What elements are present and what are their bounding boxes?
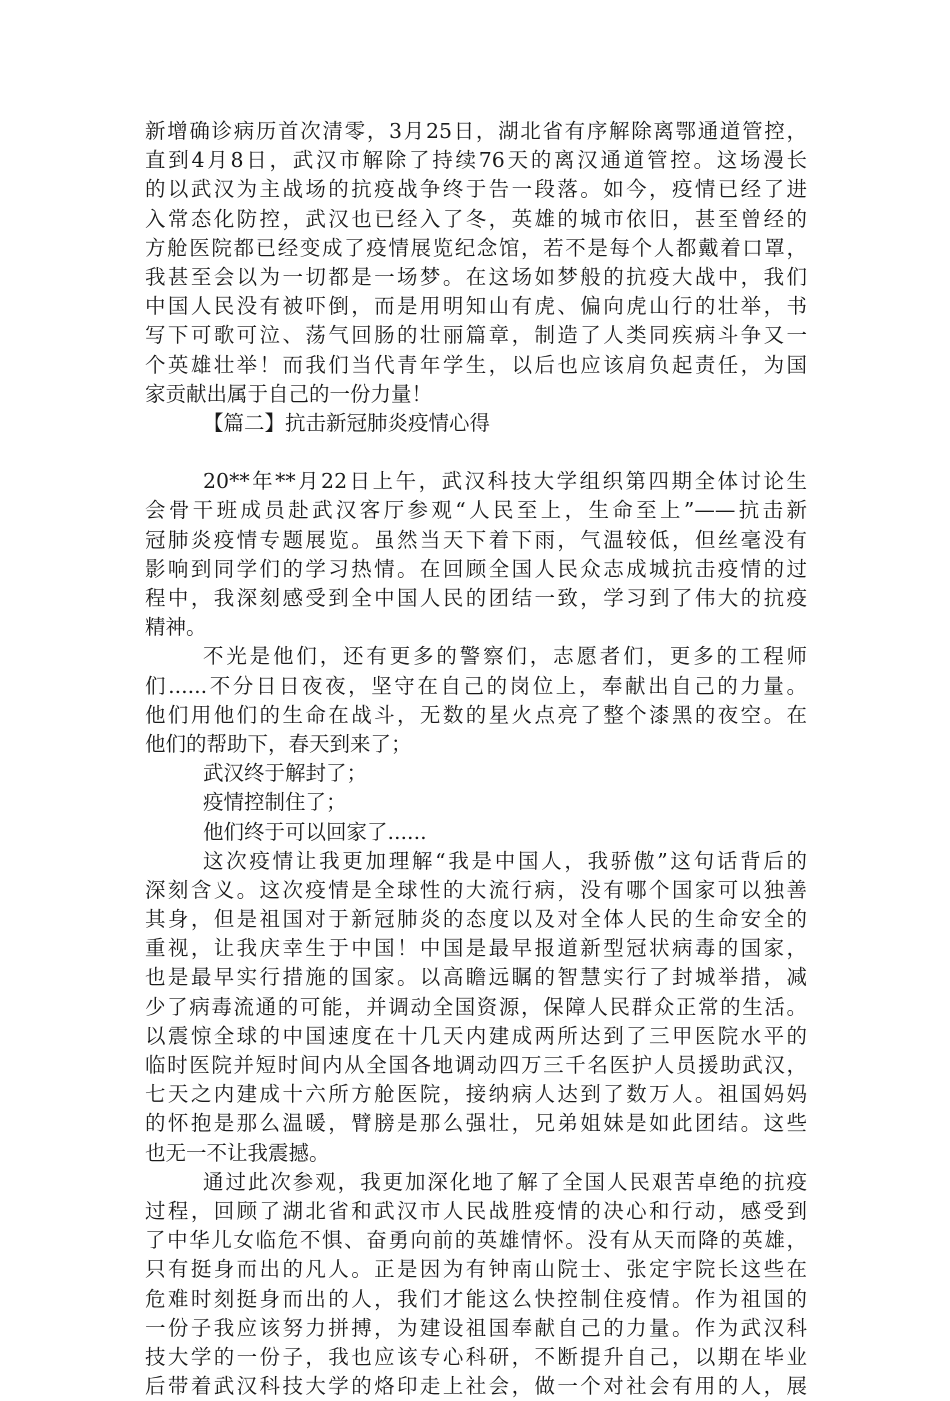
text-line: 20**年**月22日上午，武汉科技大学组织第四期全体讨论生 <box>203 469 807 494</box>
text-line: 家贡献出属于自己的一份力量！ <box>145 381 432 406</box>
text-line: 其身，但是祖国对于新冠肺炎的态度以及对全体人民的生命安全的 <box>145 907 807 932</box>
paragraph-1 <box>145 467 807 642</box>
text-line: 疫情控制住了； <box>203 790 347 815</box>
text-line: 只有挺身而出的凡人。正是因为有钟南山院士、张定宇院长这些在 <box>145 1257 807 1282</box>
text-line: 的以武汉为主战场的抗疫战争终于告一段落。如今，疫情已经了进 <box>145 177 807 202</box>
text-line: 他们终于可以回家了...... <box>203 819 427 844</box>
text-line: 技大学的一份子，我也应该专心科研，不断提升自己，以期在毕业 <box>145 1344 807 1369</box>
text-line: 也无一不让我震撼。 <box>145 1140 330 1165</box>
text-line: 他们用他们的生命在战斗，无数的星火点亮了整个漆黑的夜空。在 <box>145 702 807 727</box>
text-line: 我甚至会以为一切都是一场梦。在这场如梦般的抗疫大战中，我们 <box>145 264 807 289</box>
paragraph-4 <box>145 1168 807 1401</box>
text-line: 他们的帮助下，春天到来了； <box>145 731 412 756</box>
text-line: 临时医院并短时间内从全国各地调动四万三千名医护人员援助武汉， <box>145 1053 807 1077</box>
intro-paragraph <box>145 117 807 409</box>
text-line: 这次疫情让我更加理解“我是中国人，我骄傲”这句话背后的 <box>203 848 807 873</box>
paragraph-3 <box>145 847 807 1168</box>
paragraph-2 <box>145 642 807 759</box>
text-line: 危难时刻挺身而出的人，我们才能这么快控制住疫情。作为祖国的 <box>145 1286 807 1311</box>
text-line: 后带着武汉科技大学的烙印走上社会，做一个对社会有用的人，展 <box>145 1374 807 1399</box>
text-line: 影响到同学们的学习热情。在回顾全国人民众志成城抗击疫情的过 <box>145 556 807 581</box>
text-line: 写下可歌可泣、荡气回肠的壮丽篇章，制造了人类同疾病斗争又一 <box>145 323 807 348</box>
text-line: 了中华儿女临危不惧、奋勇向前的英雄情怀。没有从天而降的英雄， <box>145 1228 807 1253</box>
blank-line <box>145 438 807 467</box>
text-line: 重视，让我庆幸生于中国！中国是最早报道新型冠状病毒的国家， <box>145 936 807 961</box>
text-line: 七天之内建成十六所方舱医院，接纳病人达到了数万人。祖国妈妈 <box>145 1082 807 1107</box>
text-line: 个英雄壮举！而我们当代青年学生，以后也应该肩负起责任，为国 <box>145 352 807 377</box>
text-line: 入常态化防控，武汉也已经入了冬，英雄的城市依旧，甚至曾经的 <box>145 206 807 231</box>
text-line: 方舱医院都已经变成了疫情展览纪念馆，若不是每个人都戴着口罩， <box>145 235 807 260</box>
document-body <box>145 117 807 1401</box>
text-line: 不光是他们，还有更多的警察们，志愿者们，更多的工程师 <box>203 644 807 669</box>
text-line: 一份子我应该努力拼搏，为建设祖国奉献自己的力量。作为武汉科 <box>145 1315 807 1340</box>
text-line: 深刻含义。这次疫情是全球性的大流行病，没有哪个国家可以独善 <box>145 877 807 902</box>
text-line: 们......不分日日夜夜，坚守在自己的岗位上，奉献出自己的力量。 <box>145 673 807 698</box>
text-line: 少了病毒流通的可能，并调动全国资源，保障人民群众正常的生活。 <box>145 994 807 1019</box>
text-line: 冠肺炎疫情专题展览。虽然当天下着下雨，气温较低，但丝毫没有 <box>145 527 807 552</box>
text-line: 直到4月8日，武汉市解除了持续76天的离汉通道管控。这场漫长 <box>145 148 807 173</box>
text-line: 会骨干班成员赴武汉客厅参观“人民至上，生命至上”——抗击新 <box>145 498 807 523</box>
text-line: 程中，我深刻感受到全中国人民的团结一致，学习到了伟大的抗疫 <box>145 586 807 610</box>
text-line: 也是最早实行措施的国家。以高瞻远瞩的智慧实行了封城举措，减 <box>145 965 807 990</box>
text-line: 以震惊全球的中国速度在十几天内建成两所达到了三甲医院水平的 <box>145 1023 807 1048</box>
text-line: 武汉终于解封了； <box>203 761 367 786</box>
text-line: 中国人民没有被吓倒，而是用明知山有虎、偏向虎山行的壮举，书 <box>145 294 807 319</box>
text-line: 通过此次参观，我更加深化地了解了全国人民艰苦卓绝的抗疫 <box>203 1169 807 1194</box>
section-heading: 【篇二】抗击新冠肺炎疫情心得 <box>203 410 490 435</box>
text-line: 的怀抱是那么温暖，臂膀是那么强壮，兄弟姐妹是如此团结。这些 <box>145 1111 807 1136</box>
text-line: 新增确诊病历首次清零，3月25日，湖北省有序解除离鄂通道管控， <box>145 119 807 143</box>
text-line: 过程，回顾了湖北省和武汉市人民战胜疫情的决心和行动，感受到 <box>145 1198 807 1223</box>
text-line: 精神。 <box>145 615 207 640</box>
short-lines <box>145 759 807 847</box>
